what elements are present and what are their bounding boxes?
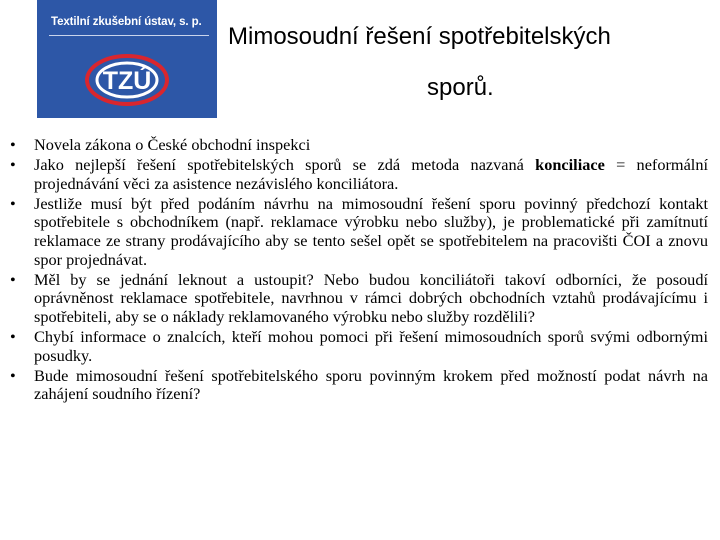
- bullet-dot-icon: •: [10, 269, 16, 289]
- bullet-item: [0, 367, 708, 404]
- bullet-item: [0, 156, 708, 193]
- bullet-text: Jako nejlepší řešení spotřebitelských sporů se zdá metoda nazvaná: [34, 155, 536, 175]
- bullet-dot-icon: •: [10, 193, 16, 213]
- logo-divider: [49, 35, 209, 36]
- bullet-item: [0, 136, 708, 155]
- bullet-text: Měl by se jednání leknout a ustoupit? Nebo budou konciliátoři takoví odborníci, že posoudí oprávněnost reklamace spotřebitele, navrhnou v rámci dobrých obchodních vztahů prodávajícímu i spotřebiteli, aby se o náklady reklamovaného výrobku nebo služby rozdělili?: [34, 269, 708, 326]
- bullet-item: [0, 328, 708, 365]
- slide-title-line-2: sporů.: [427, 74, 494, 101]
- bullet-item: [0, 195, 708, 269]
- tzu-logo: [37, 0, 217, 118]
- bullet-list: [0, 136, 708, 405]
- bullet-text: = neformální projednávání věci za asistence nezávislého konciliátora.: [34, 155, 708, 193]
- logo-mark: TZÚ: [102, 67, 152, 95]
- tzu-emblem-icon: [83, 52, 171, 108]
- bullet-bold-term: konciliace: [535, 155, 605, 175]
- bullet-item: [0, 271, 708, 327]
- bullet-text: Bude mimosoudní řešení spotřebitelského sporu povinným krokem před možností podat návrh na zahájení soudního řízení?: [34, 365, 708, 404]
- bullet-dot-icon: •: [10, 155, 16, 175]
- logo-org-name: Textilní zkušební ústav, s. p.: [51, 16, 202, 28]
- bullet-text: Chybí informace o znalcích, kteří mohou pomoci při řešení mimosoudních sporů svými odbornými posudky.: [34, 326, 708, 365]
- bullet-text: Jestliže musí být před podáním návrhu na mimosoudní řešení sporu povinný předchozí kontakt spotřebitele s obchodníkem (např. reklamace výrobku nebo služby), je problematické při zamítnutí reklamace ze strany prodávajícího aby se tento sešel opět se spotřebitelem na pracovišti ČOI a znovu spor projednávat.: [34, 193, 708, 269]
- slide-title-line-1: Mimosoudní řešení spotřebitelských: [228, 23, 611, 50]
- bullet-dot-icon: •: [10, 326, 16, 346]
- bullet-dot-icon: •: [10, 365, 16, 385]
- bullet-dot-icon: •: [10, 135, 16, 154]
- bullet-text: Novela zákona o České obchodní inspekci: [34, 135, 311, 154]
